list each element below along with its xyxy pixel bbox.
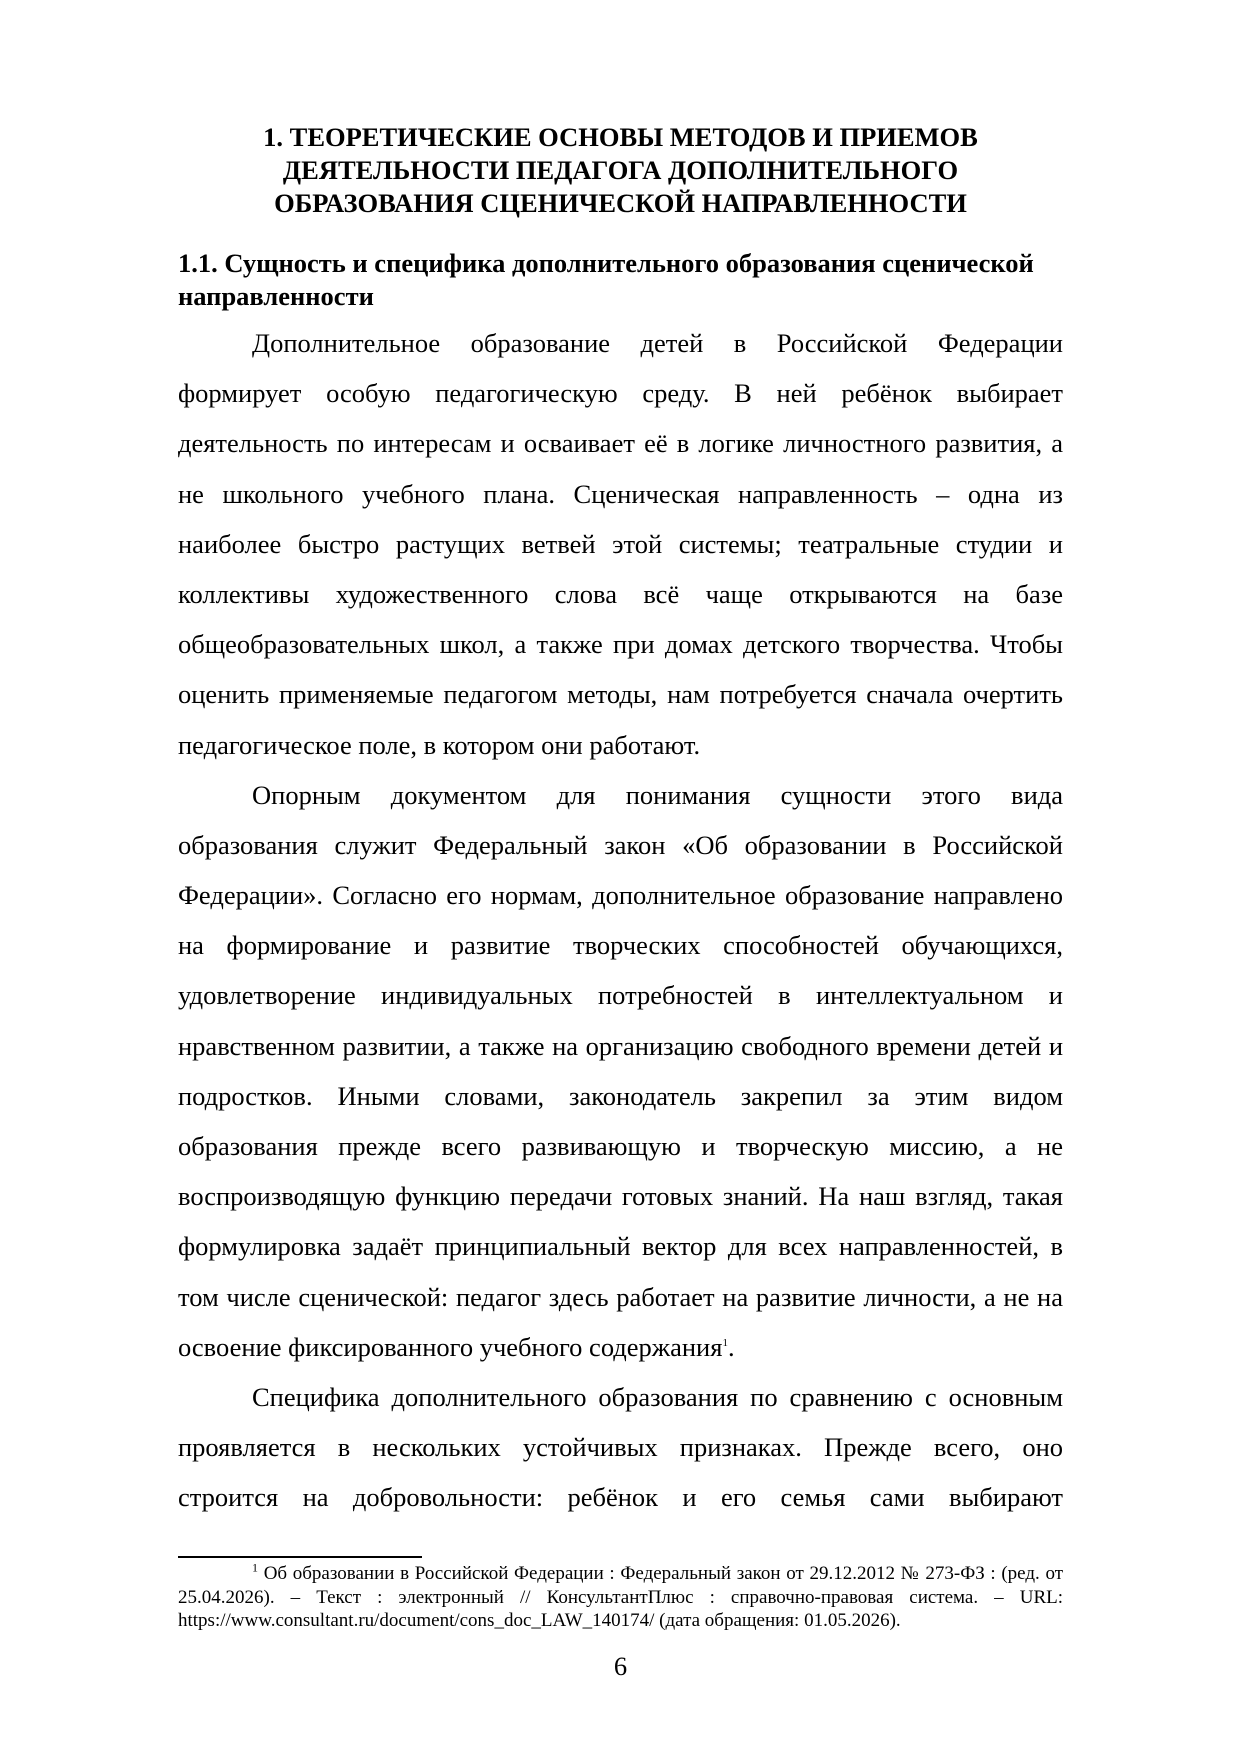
paragraph-line: формулировка задаёт принципиальный вектор для всех направленностей, в xyxy=(178,1231,1063,1262)
paragraph-line: Опорным документом для понимания сущности этого вида xyxy=(252,779,1063,810)
paragraph-3 xyxy=(178,1372,1063,1523)
paragraph-line: нравственном развитии, а также на организацию свободного времени детей и xyxy=(178,1030,1063,1061)
paragraph-line: деятельность по интересам и осваивает её в логике личностного развития, а xyxy=(178,428,1063,459)
chapter-title xyxy=(178,121,1063,220)
paragraph-line: проявляется в нескольких устойчивых признаках. Прежде всего, оно xyxy=(178,1432,1063,1463)
paragraph-line: образования служит Федеральный закон «Об образовании в Российской xyxy=(178,829,1063,860)
paragraph-line: строится на добровольности: ребёнок и его семья сами выбирают xyxy=(178,1482,1063,1513)
paragraph-2 xyxy=(178,770,1063,1372)
footnote-reference[interactable]: 1 xyxy=(722,1336,728,1349)
footnote-url-line[interactable]: https://www.consultant.ru/document/cons_doc_LAW_140174/ (дата обращения: 01.05.2026). xyxy=(178,1610,901,1631)
paragraph-last-line xyxy=(178,1322,1063,1372)
chapter-title-line: ДЕЯТЕЛЬНОСТИ ПЕДАГОГА ДОПОЛНИТЕЛЬНОГО xyxy=(282,155,959,185)
paragraph-line: педагогическое поле, в котором они работают. xyxy=(178,729,701,760)
footnote xyxy=(178,1562,1063,1633)
paragraph-line: том числе сценической: педагог здесь работает на развитие личности, а не на xyxy=(178,1281,1063,1312)
body-text xyxy=(178,318,1063,1523)
paragraph-line: образования прежде всего развивающую и творческую миссию, а не xyxy=(178,1131,1063,1161)
footnote-number: 1 xyxy=(252,1560,258,1575)
paragraph-line: воспроизводящую функцию передачи готовых знаний. На наш взгляд, такая xyxy=(178,1181,1063,1212)
section-title xyxy=(178,247,1063,313)
sentence-end-punct: . xyxy=(727,1331,735,1362)
paragraph-line: не школьного учебного плана. Сценическая направленность – одна из xyxy=(178,478,1063,509)
page-number: 6 xyxy=(613,1651,628,1681)
footnote-line: 25.04.2026). – Текст : электронный // КонсультантПлюс : справочно-правовая система. – URL: xyxy=(178,1586,1063,1608)
footnote-text: Об образовании в Российской Федерации : Федеральный закон от 29.12.2012 № 273-ФЗ : (ред. от xyxy=(263,1563,1064,1584)
chapter-title-line: ОБРАЗОВАНИЯ СЦЕНИЧЕСКОЙ НАПРАВЛЕННОСТИ xyxy=(274,188,967,218)
chapter-title-line: 1. ТЕОРЕТИЧЕСКИЕ ОСНОВЫ МЕТОДОВ И ПРИЕМОВ xyxy=(263,122,978,152)
paragraph-line: на формирование и развитие творческих способностей обучающихся, xyxy=(178,930,1063,961)
section-title-line: 1.1. Сущность и специфика дополнительного образования сценической xyxy=(178,248,1034,278)
footnote-separator xyxy=(178,1556,422,1558)
paragraph-line: Дополнительное образование детей в Российской Федерации xyxy=(252,328,1063,358)
paragraph-line: наиболее быстро растущих ветвей этой системы; театральные студии и xyxy=(178,528,1063,559)
paragraph-line: оценить применяемые педагогом методы, нам потребуется сначала очертить xyxy=(178,679,1063,710)
footnote-line xyxy=(178,1562,1063,1586)
paragraph-1 xyxy=(178,318,1063,770)
paragraph-line: Специфика дополнительного образования по сравнению с основным xyxy=(252,1381,1063,1412)
paragraph-line: коллективы художественного слова всё чаще открываются на базе xyxy=(178,578,1063,609)
paragraph-line: подростков. Иными словами, законодатель закрепил за этим видом xyxy=(178,1080,1063,1111)
section-title-line: направленности xyxy=(178,281,374,311)
paragraph-line-text: освоение фиксированного учебного содержания xyxy=(178,1331,723,1362)
paragraph-line: общеобразовательных школ, а также при домах детского творчества. Чтобы xyxy=(178,629,1063,660)
paragraph-line: формирует особую педагогическую среду. В ней ребёнок выбирает xyxy=(178,378,1063,409)
paragraph-line: удовлетворение индивидуальных потребностей в интеллектуальном и xyxy=(178,980,1063,1011)
paragraph-line: Федерации». Согласно его нормам, дополнительное образование направлено xyxy=(178,880,1063,911)
